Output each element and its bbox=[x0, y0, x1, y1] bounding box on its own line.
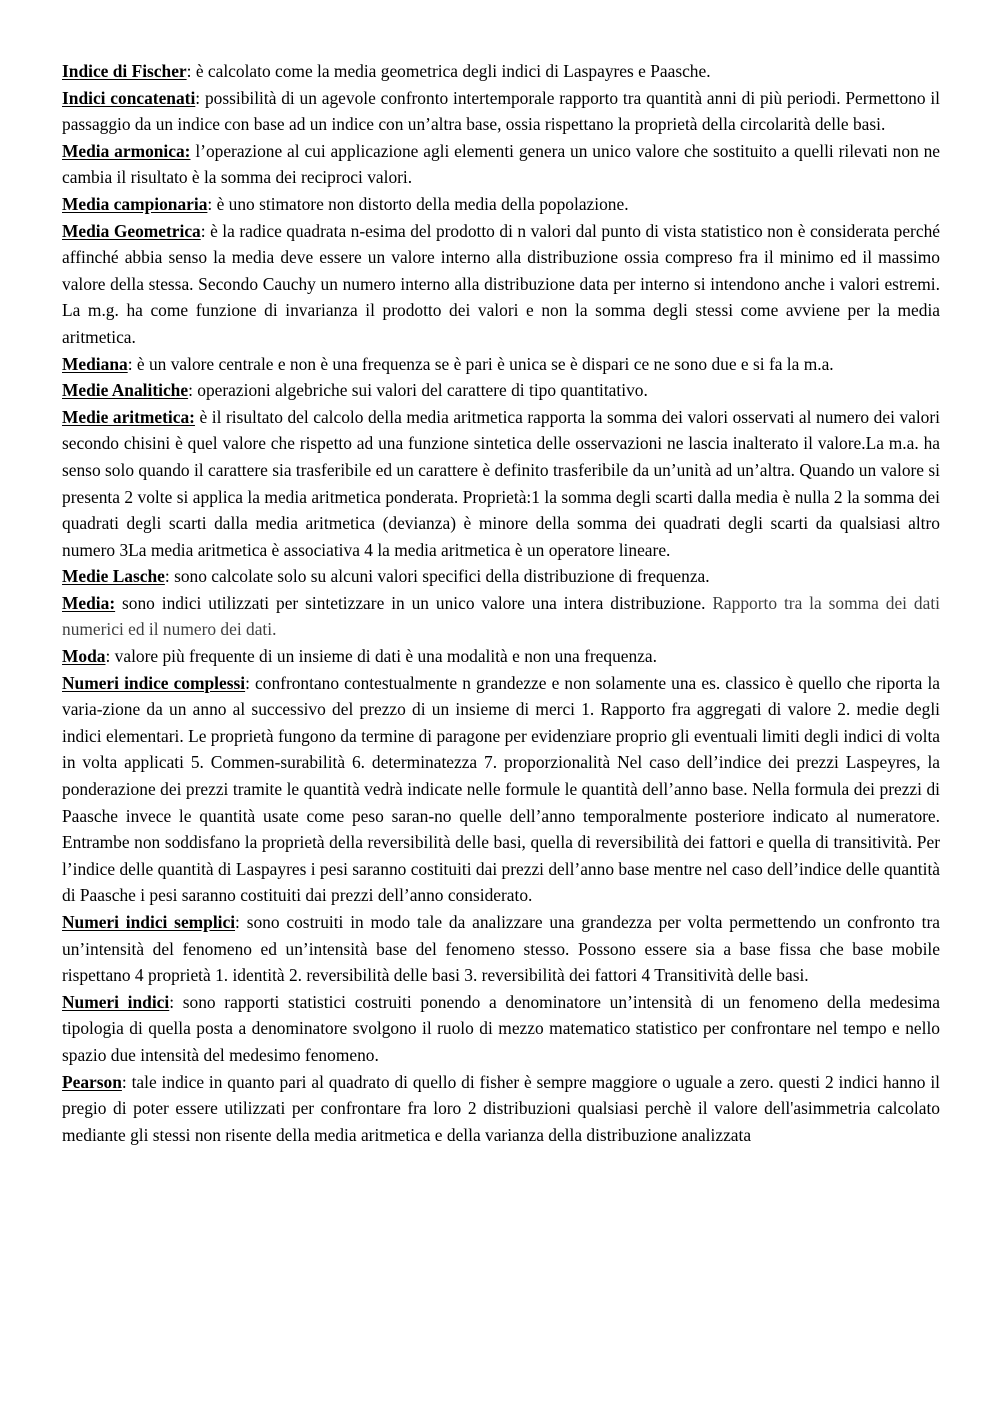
entry-numeri-indici-semplici bbox=[62, 909, 940, 989]
entry-mediana bbox=[62, 351, 940, 378]
entry-definition: è uno stimatore non distorto della media della popolazione. bbox=[212, 193, 629, 214]
entry-definition: è il risultato del calcolo della media aritmetica rapporta la somma dei valori osservati al numero dei valori secondo chisini è quel valore che rispetto ad una funzione sintetica delle osservazioni ne lascia inalterato il valore.La m.a. ha senso solo quando il carattere sia trasferibile ed un carattere è definito trasferibile da un’unità ad un’altra. Quando un valore si presenta 2 volte si applica la media aritmetica ponderata. Proprietà:1 la somma degli scarti dalla media è nulla 2 la somma dei quadrati degli scarti dalla media aritmetica (devianza) è minore della somma dei quadrati degli scarti da qualsiasi altro numero 3La media aritmetica è associativa 4 la media aritmetica è un operatore lineare. bbox=[62, 406, 941, 560]
entry-medie-lasche bbox=[62, 563, 940, 590]
entry-media-geometrica bbox=[62, 218, 940, 351]
entry-separator: : bbox=[164, 566, 170, 587]
entry-definition: tale indice in quanto pari al quadrato di quello di fisher è sempre maggiore o uguale a zero. questi 2 indici hanno il pregio di poter essere utilizzati per confrontare fra loro 2 distribuzioni qualsiasi perchè il valore dell'asimmetria calcolato mediante gli stessi non risente della media aritmetica e della varianza della distribuzione analizzata bbox=[62, 1071, 940, 1145]
entry-indice-di-fischer bbox=[62, 58, 940, 85]
entry-term: Numeri indici bbox=[62, 991, 170, 1012]
entry-term: Moda bbox=[62, 646, 106, 667]
entry-definition: è calcolato come la media geometrica degli indici di Laspayres e Paasche. bbox=[191, 61, 711, 81]
entry-term: Numeri indice complessi bbox=[62, 672, 246, 693]
entry-separator: : bbox=[195, 87, 201, 108]
entry-definition: valore più frequente di un insieme di dati è una modalità e non una frequenza. bbox=[110, 646, 657, 667]
entry-definition: confrontano contestualmente n grandezze e non solamente una es. classico è quello che riporta la varia-zione da un anno al successivo del prezzo di un insieme di merci 1. Rapporto fra aggregati di valore 2. medie degli indici elementari. Le proprietà fungono da termine di paragone per evidenziare proprio gli eventuali limiti degli indici di volta in volta applicati 5. Commen-surabilità 6. determinatezza 7. proporzionalità Nel caso dell’indice dei prezzi Laspeyres, la ponderazione dei prezzi tramite le quantità vedrà indicate nelle formule le quantità dell’anno base. Nella formula dei prezzi di Paasche invece le quantità usate come peso saran-no quelle dell’anno temporalmente posteriore indicato al numeratore. Entrambe non soddisfano la proprietà della reversibilità delle basi, quella di reversibilità dei fattori e quella di transitività. Per l’indice delle quantità di Laspayres i pesi saranno costituiti dai prezzi dell’anno base mentre nel caso dell’indice delle quantità di Paasche i pesi saranno costituiti dai prezzi dell’anno considerato. bbox=[62, 672, 940, 906]
entry-term: Medie Analitiche bbox=[62, 380, 189, 401]
entry-term: Media armonica: bbox=[62, 140, 191, 161]
entry-medie-aritmetica bbox=[62, 404, 940, 564]
entry-term: Media: bbox=[62, 592, 116, 613]
entry-media-campionaria bbox=[62, 191, 940, 218]
entry-term: Media campionaria bbox=[62, 193, 208, 214]
entry-separator: : bbox=[169, 991, 175, 1012]
entry-term: Numeri indici semplici bbox=[62, 912, 236, 932]
entry-media bbox=[62, 590, 940, 643]
entry-medie-analitiche bbox=[62, 377, 940, 404]
entry-definition: l’operazione al cui applicazione agli elementi genera un unico valore che sostituito a quelli rilevati non ne cambia il risultato è la somma dei reciproci valori. bbox=[62, 140, 941, 188]
entry-separator: : bbox=[245, 672, 250, 693]
entry-definition: operazioni algebriche sui valori del carattere di tipo quantitativo. bbox=[192, 380, 648, 401]
entry-definition: sono rapporti statistici costruiti ponendo a denominatore un’intensità di un fenomeno della medesima tipologia di quella posta a denominatore svolgono il ruolo di mezzo matematico statistico per confrontare nel tempo e nello spazio due intensità del medesimo fenomeno. bbox=[62, 991, 940, 1065]
entry-separator: : bbox=[127, 353, 133, 374]
entry-indici-concatenati bbox=[62, 85, 940, 138]
entry-definition: sono calcolate solo su alcuni valori specifici della distribuzione di frequenza. bbox=[169, 566, 710, 587]
entry-term: Indice di Fischer bbox=[62, 61, 187, 81]
entry-moda bbox=[62, 643, 940, 670]
entry-media-armonica bbox=[62, 138, 940, 191]
entry-term: Indici concatenati bbox=[62, 87, 196, 108]
entry-term: Medie Lasche bbox=[62, 566, 165, 587]
entry-numeri-indice-complessi bbox=[62, 670, 940, 909]
entry-definition: possibilità di un agevole confronto intertemporale rapporto tra quantità anni di più periodi. Permettono il passaggio da un indice con base ad un indice con un’altra base, ossia rispettano la proprietà della circolarità delle basi. bbox=[62, 87, 941, 135]
entry-separator: : bbox=[200, 220, 206, 241]
entry-definition: sono costruiti in modo tale da analizzare una grandezza per volta permettendo un confronto tra un’intensità del fenomeno ed un’intensità base del fenomeno stesso. Possono essere sia a base fissa che base mobile rispettano 4 proprietà 1. identità 2. reversibilità delle basi 3. reversibilità dei fattori 4 Transitività delle basi. bbox=[62, 912, 940, 986]
entry-term: Medie aritmetica: bbox=[62, 406, 195, 427]
entry-term: Mediana bbox=[62, 353, 128, 374]
entry-separator: : bbox=[188, 380, 193, 401]
entry-pearson bbox=[62, 1069, 940, 1149]
entry-definition: è la radice quadrata n-esima del prodotto di n valori dal punto di vista statistico non è considerata perché affinché abbia senso la media deve essere un valore interno alla distribuzione ossia compreso fra il minimo ed il massimo valore della stessa. Secondo Cauchy un numero interno alla distribuzione data per interno si intendono anche i valori estremi. La m.g. ha come funzione di invarianza il prodotto dei valori e non la somma degli stessi come avviene per la media aritmetica. bbox=[62, 220, 940, 347]
entry-term: Pearson bbox=[62, 1071, 122, 1092]
entry-separator: : bbox=[186, 61, 192, 81]
entry-definition: sono indici utilizzati per sintetizzare in un unico valore una intera distribuzione. bbox=[115, 592, 713, 613]
entry-definition-extra: Rapporto tra la somma dei dati numerici ed il numero dei dati. bbox=[62, 592, 940, 640]
entry-numeri-indici bbox=[62, 989, 940, 1069]
entry-separator: : bbox=[105, 646, 111, 667]
entry-term: Media Geometrica bbox=[62, 220, 201, 241]
glossary-page bbox=[62, 58, 940, 1148]
entry-separator: : bbox=[235, 912, 240, 932]
entry-separator: : bbox=[121, 1071, 127, 1092]
entry-definition: è un valore centrale e non è una frequenza se è pari è unica se è dispari ce ne sono due e si fa la m.a. bbox=[132, 353, 834, 374]
entry-separator: : bbox=[207, 193, 213, 214]
